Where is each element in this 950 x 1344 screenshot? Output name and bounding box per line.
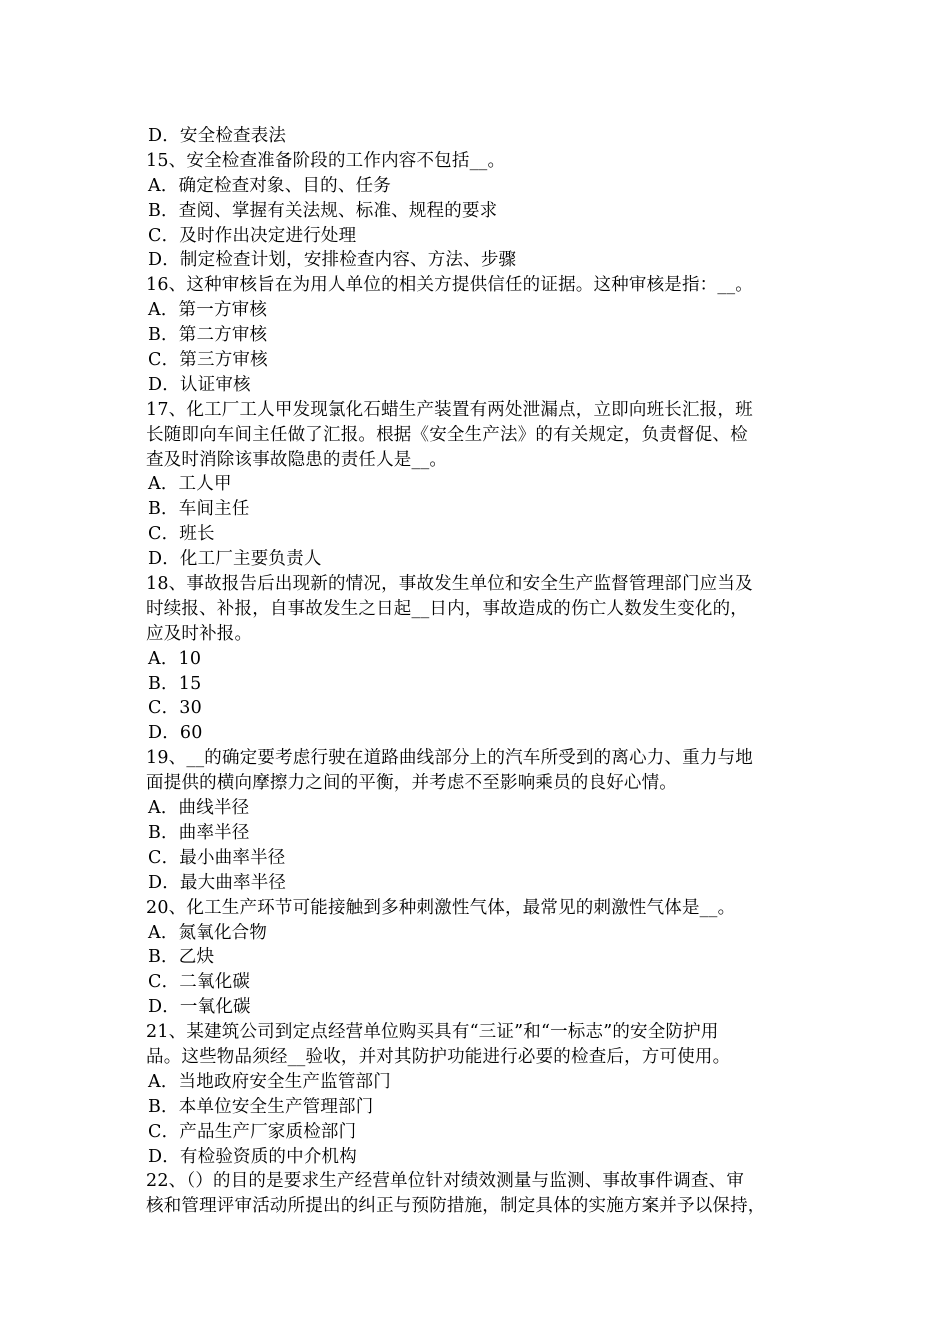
option-15-a: A．确定检查对象、目的、任务 [148,175,391,196]
option-17-c: C．班长 [148,524,215,545]
option-14-d: D．安全检查表法 [148,126,287,146]
option-16-a: A．第一方审核 [148,300,268,321]
question-18-text-line-2: 时续报、补报，自事故发生之日起__日内，事故造成的伤亡人数发生变化的， [146,598,748,619]
question-20-text: 20、化工生产环节可能接触到多种刺激性气体，最常见的刺激性气体是__。 [146,897,736,918]
option-15-b: B．查阅、掌握有关法规、标准、规程的要求 [148,200,498,221]
option-16-b: B．第二方审核 [148,325,268,346]
question-15-text: 15、安全检查准备阶段的工作内容不包括__。 [146,150,506,171]
option-15-d: D．制定检查计划，安排检查内容、方法、步骤 [148,250,517,271]
question-17-text-line-1: 17、化工厂工人甲发现氯化石蜡生产装置有两处泄漏点，立即向班长汇报，班 [146,399,753,420]
option-19-d: D．最大曲率半径 [148,872,287,893]
question-19-text-line-2: 面提供的横向摩擦力之间的平衡，并考虑不至影响乘员的良好心情。 [146,773,677,794]
option-18-b: B．15 [148,673,202,694]
option-20-c: C．二氧化碳 [148,972,251,993]
option-19-c: C．最小曲率半径 [148,847,286,868]
question-21-text-line-1: 21、某建筑公司到定点经营单位购买具有“三证”和“一标志”的安全防护用 [146,1022,719,1043]
option-18-d: D．60 [148,723,203,744]
option-20-b: B．乙炔 [148,947,215,968]
question-17-text-line-3: 查及时消除该事故隐患的责任人是__。 [146,449,448,470]
option-17-d: D．化工厂主要负责人 [148,549,322,570]
question-17-text-line-2: 长随即向车间主任做了汇报。根据《安全生产法》的有关规定，负责督促、检 [146,424,748,445]
question-21-text-line-2: 品。这些物品须经__验收，并对其防护功能进行必要的检查后，方可使用。 [146,1046,731,1067]
option-20-a: A．氮氧化合物 [148,922,268,943]
question-18-text-line-3: 应及时补报。 [146,623,253,644]
document-body [146,124,810,1219]
option-17-b: B．车间主任 [148,499,250,520]
option-16-c: C．第三方审核 [148,350,268,371]
question-18-text-line-1: 18、事故报告后出现新的情况，事故发生单位和安全生产监督管理部门应当及 [146,574,753,595]
option-20-d: D．一氧化碳 [148,997,251,1018]
option-17-a: A．工人甲 [148,474,232,495]
option-21-b: B．本单位安全生产管理部门 [148,1096,374,1117]
option-18-a: A．10 [148,648,202,669]
option-18-c: C．30 [148,698,202,719]
option-19-b: B．曲率半径 [148,822,250,843]
question-22-text-line-1: 22、（）的目的是要求生产经营单位针对绩效测量与监测、事故事件调查、审 [146,1171,745,1192]
option-15-c: C．及时作出决定进行处理 [148,225,357,246]
option-21-d: D．有检验资质的中介机构 [148,1146,357,1167]
option-19-a: A．曲线半径 [148,798,250,819]
question-16-text: 16、这种审核旨在为用人单位的相关方提供信任的证据。这种审核是指：__。 [146,275,753,296]
question-22-text-line-2: 核和管理评审活动所提出的纠正与预防措施，制定具体的实施方案并予以保持， [146,1196,766,1217]
option-21-a: A．当地政府安全生产监管部门 [148,1071,391,1092]
option-16-d: D．认证审核 [148,374,251,395]
question-19-text-line-1: 19、__的确定要考虑行驶在道路曲线部分上的汽车所受到的离心力、重力与地 [146,748,753,769]
option-21-c: C．产品生产厂家质检部门 [148,1121,357,1142]
